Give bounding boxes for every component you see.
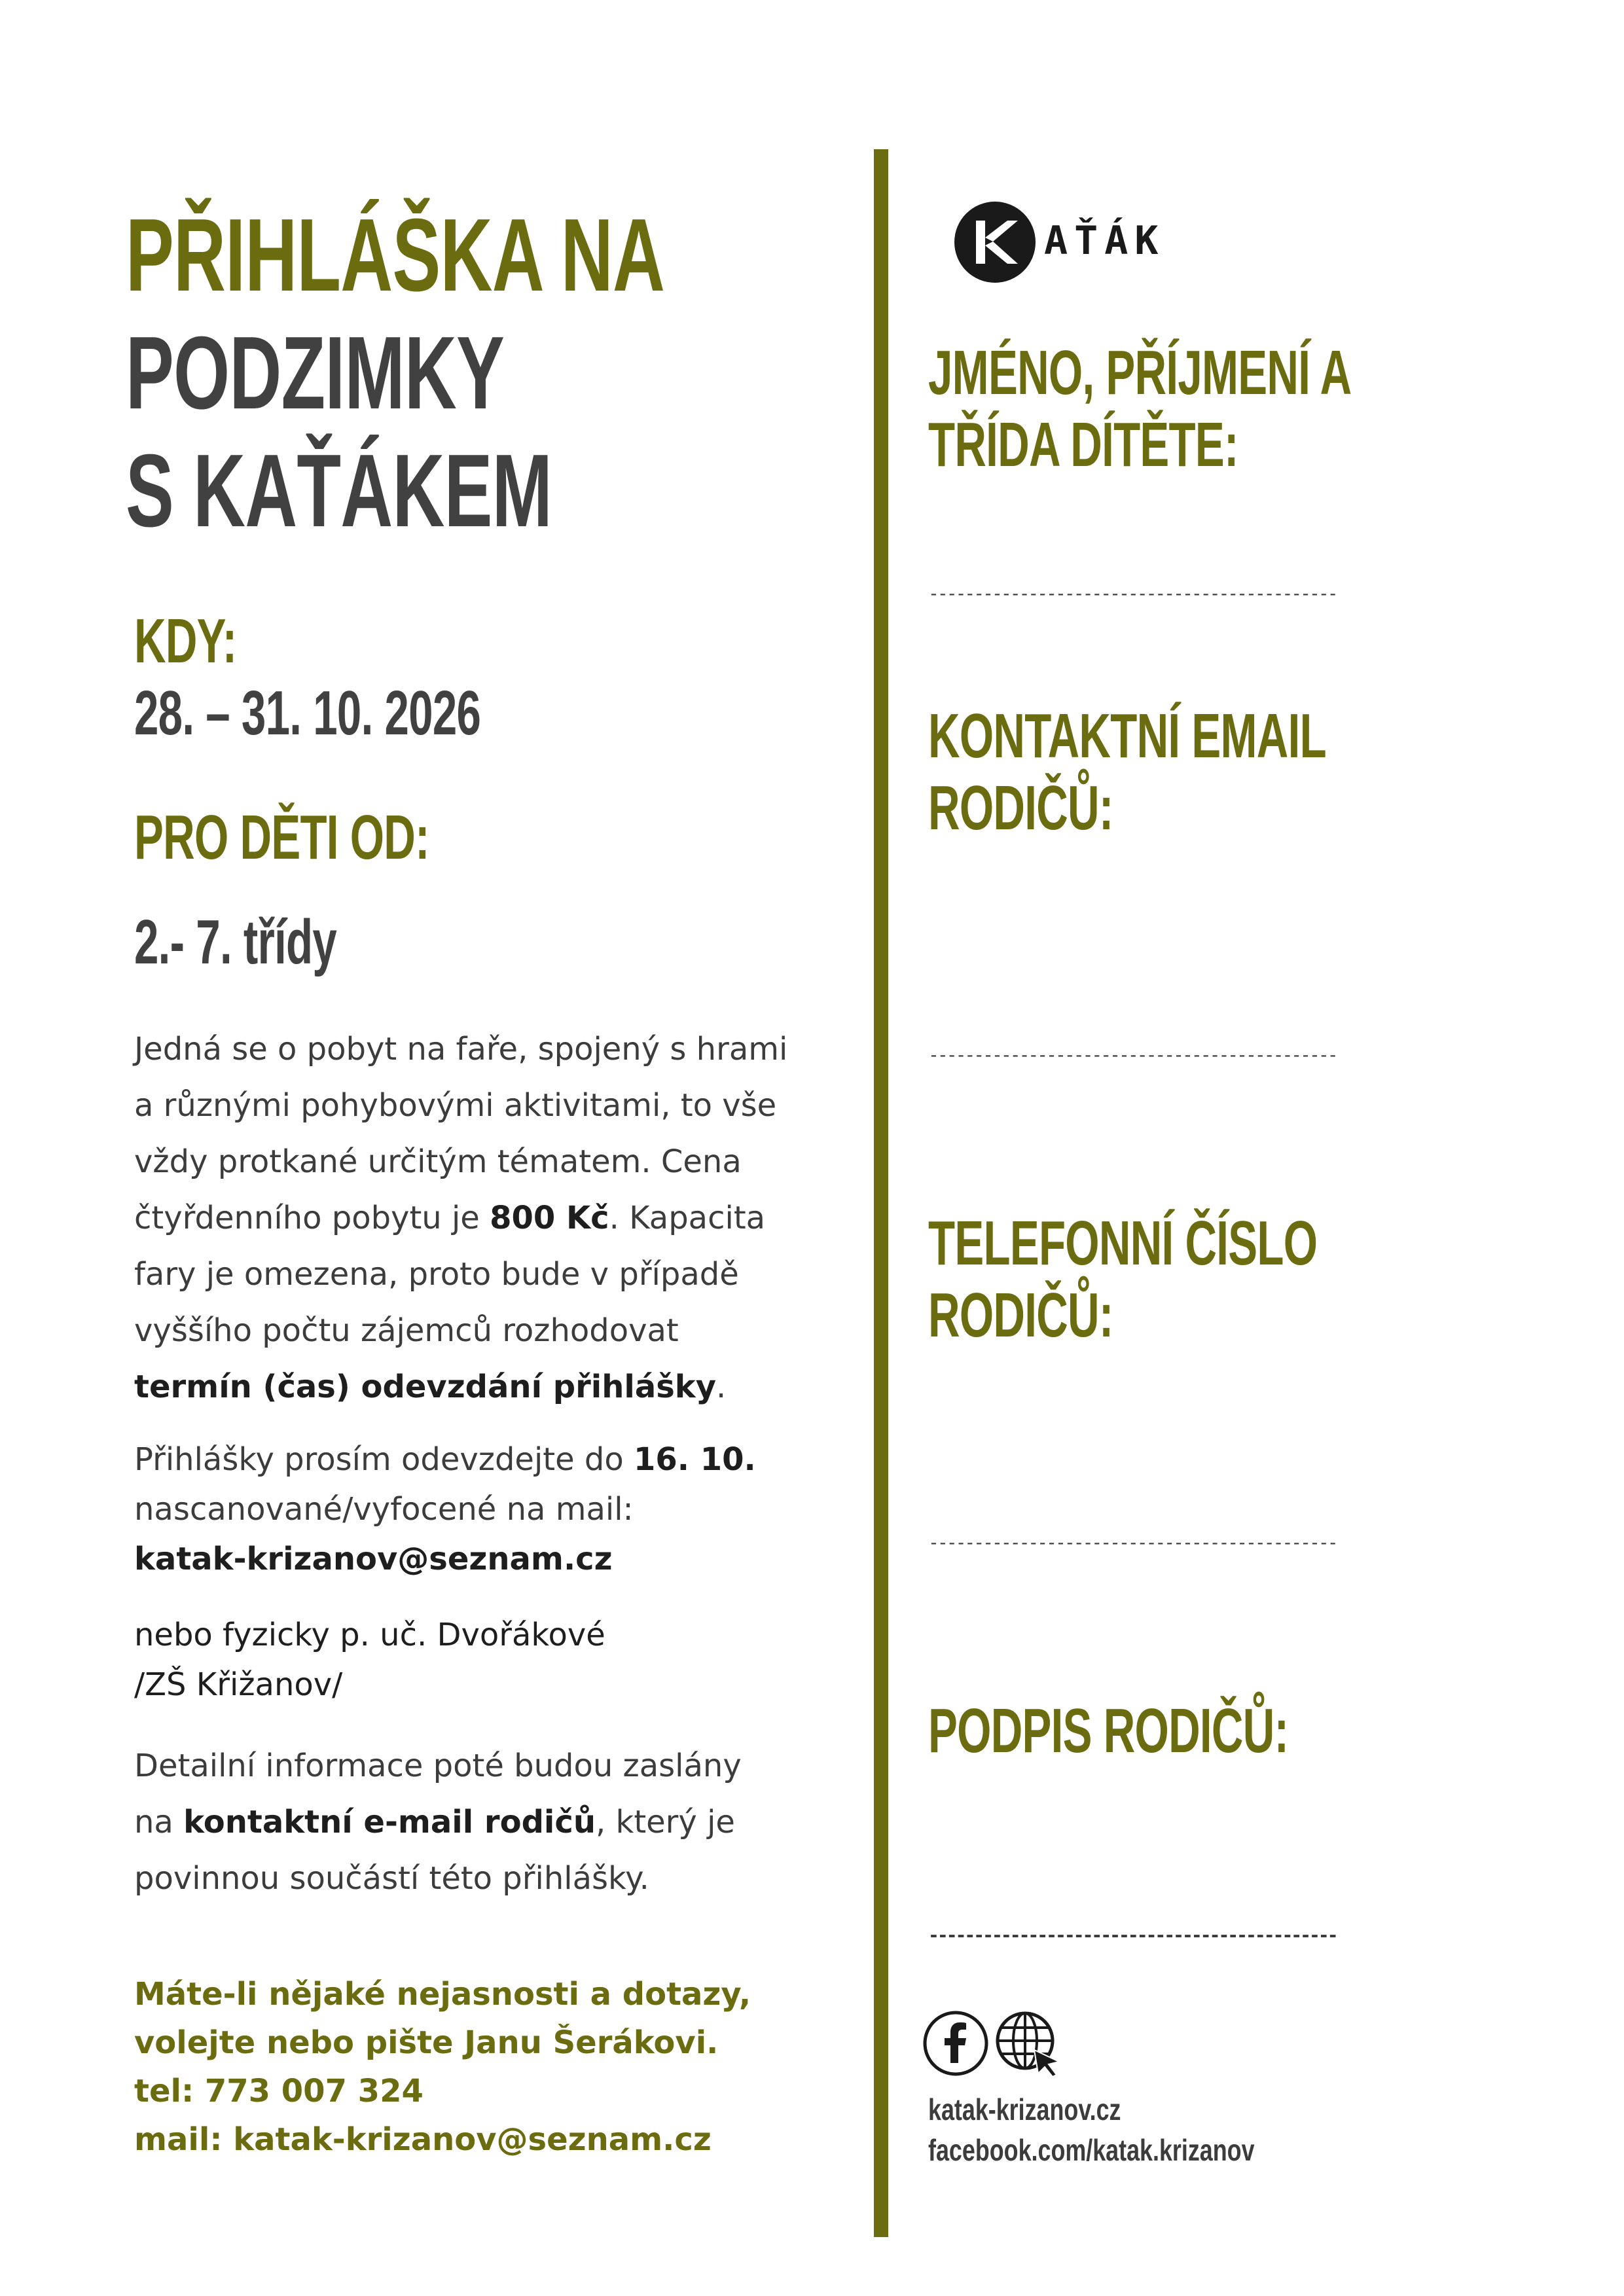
desc-text-c: . xyxy=(716,1369,727,1405)
deadline-criterion: termín (čas) odevzdání přihlášky xyxy=(134,1369,717,1405)
field-phone-line-1: TELEFONNÍ ČÍSLO xyxy=(928,1208,1318,1278)
for-value-wrap xyxy=(134,906,423,978)
footer-links xyxy=(928,2089,1346,2170)
facebook-link[interactable]: facebook.com/katak.krizanov xyxy=(928,2133,1255,2167)
title-block xyxy=(126,196,895,550)
field-name-line-2: TŘÍDA DÍTĚTE: xyxy=(928,410,1238,480)
physical-line-1: nebo fyzicky p. uč. Dvořákové xyxy=(134,1617,605,1653)
submit-email[interactable] xyxy=(134,1534,828,1584)
price: 800 Kč xyxy=(490,1200,609,1236)
field-signature-label xyxy=(928,1695,1443,1767)
field-signature-line-1: PODPIS RODIČŮ: xyxy=(928,1696,1289,1766)
desc-text-b: . Kapacita fary je omezena, proto bude v případě vyššího počtu zájemců rozhodovat xyxy=(134,1200,766,1349)
submit-date: 16. 10. xyxy=(633,1441,756,1478)
globe-icon[interactable] xyxy=(994,2009,1062,2077)
logo-text: AŤÁK xyxy=(1044,218,1165,264)
submit-line-2: nascanované/vyfocené na mail: xyxy=(134,1491,634,1528)
desc-text-a: Jedná se o pobyt na faře, spojený s hrami a různými pohybovými aktivitami, to vše vždy protkané určitým tématem. Cena čtyřdenního pobytu je xyxy=(134,1031,788,1236)
title-line-3: S KAŤÁKEM xyxy=(126,433,552,548)
physical-submission xyxy=(134,1610,605,1710)
for-label: PRO DĚTI OD: xyxy=(134,802,429,872)
when-value: 28. – 31. 10. 2026 xyxy=(134,678,481,748)
info-bold: kontaktní e-mail rodičů xyxy=(183,1804,596,1840)
website-link[interactable]: katak-krizanov.cz xyxy=(928,2092,1121,2126)
for-section xyxy=(134,802,556,874)
contact-line-2: volejte nebo pište Janu Šerákovi. xyxy=(134,2024,719,2061)
description-paragraph xyxy=(134,1021,802,1415)
contact-block xyxy=(134,1970,751,2164)
contact-phone[interactable]: tel: 773 007 324 xyxy=(134,2073,424,2109)
field-email-line-1: KONTAKTNÍ EMAIL xyxy=(928,701,1326,771)
submit-text: Přihlášky prosím odevzdejte do xyxy=(134,1441,634,1478)
field-name-line-1: JMÉNO, PŘÍJMENÍ A xyxy=(928,338,1352,408)
when-label: KDY: xyxy=(134,606,237,676)
field-phone-line[interactable]: --------------------------------------------- xyxy=(928,1532,1337,1553)
contact-mail[interactable]: mail: katak-krizanov@seznam.cz xyxy=(134,2121,712,2158)
info-paragraph xyxy=(134,1738,763,1907)
submit-line-1 xyxy=(134,1435,828,1484)
field-phone-label xyxy=(928,1208,1484,1352)
vertical-divider xyxy=(874,149,888,2237)
title-line-2: PODZIMKY xyxy=(126,315,505,431)
field-email-line-2: RODIČŮ: xyxy=(928,773,1113,843)
contact-line-1: Máte-li nějaké nejasnosti a dotazy, xyxy=(134,1976,751,2013)
field-email-label xyxy=(928,700,1496,844)
for-value: 2.- 7. třídy xyxy=(134,907,337,977)
field-name-label xyxy=(928,337,1533,481)
facebook-icon[interactable] xyxy=(922,2009,990,2077)
info-text-b: , který je povinnou součástí této přihlášky. xyxy=(134,1804,735,1897)
katak-logo xyxy=(952,200,1247,285)
field-name-line[interactable]: --------------------------------------------- xyxy=(928,583,1337,604)
field-email-line[interactable]: --------------------------------------------- xyxy=(928,1044,1337,1066)
submission-paragraph xyxy=(134,1435,828,1584)
when-section xyxy=(134,605,629,749)
submit-email-text[interactable]: katak-krizanov@seznam.cz xyxy=(134,1541,613,1577)
info-text-a: Detailní informace poté budou zaslány na xyxy=(134,1748,742,1840)
logo-k-icon xyxy=(952,200,1038,285)
field-signature-line[interactable]: --------------------------------------------- xyxy=(928,1924,1337,1946)
physical-line-2: /ZŠ Křižanov/ xyxy=(134,1666,343,1703)
title-line-1: PŘIHLÁŠKA NA xyxy=(126,198,665,313)
field-phone-line-2: RODIČŮ: xyxy=(928,1280,1113,1350)
